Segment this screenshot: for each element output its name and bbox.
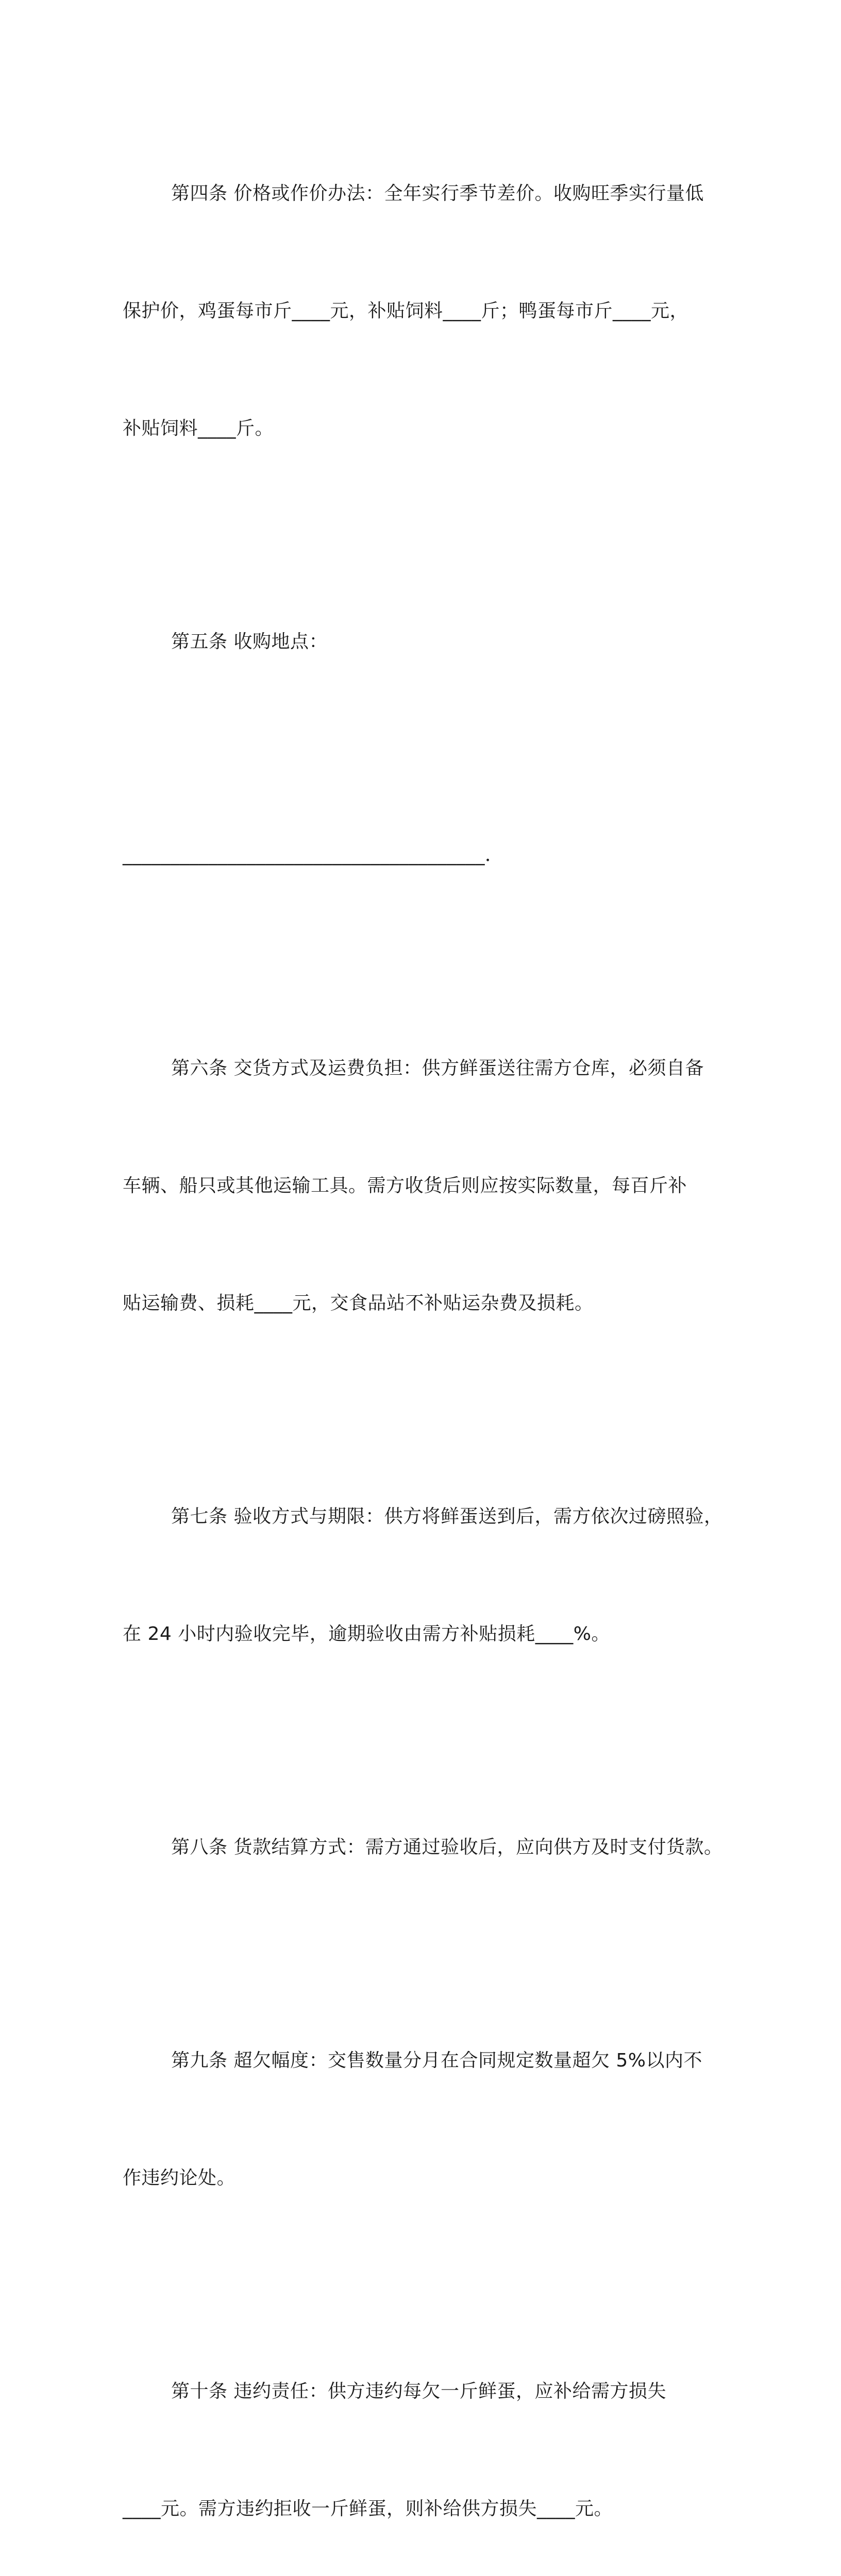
article-10-line-1: 第十条 违约责任：供方违约每欠一斤鲜蛋，应补给需方损失 [171, 2381, 666, 2402]
article-5-line-1: 第五条 收购地点： [171, 631, 328, 652]
article-9-line-1: 第九条 超欠幅度：交售数量分月在合同规定数量超欠 5%以内不 [171, 2050, 702, 2071]
article-5 [123, 544, 736, 740]
article-8 [123, 1750, 736, 1945]
article-4-line-2: 保护价，鸡蛋每市斤____元，补贴饲料____斤；鸭蛋每市斤____元， [123, 300, 689, 321]
article-4-line-1: 第四条 价格或作价办法：全年实行季节差价。收购旺季实行量低 [171, 183, 704, 204]
article-9-line-2: 作违约论处。 [123, 2167, 236, 2189]
article-8-line-1: 第八条 货款结算方式：需方通过验收后，应向供方及时支付货款。 [171, 1837, 723, 1858]
document-body [123, 96, 736, 2576]
article-6-line-3: 贴运输费、损耗____元，交食品站不补贴运杂费及损耗。 [123, 1293, 594, 1314]
article-10 [123, 2294, 736, 2576]
article-4-line-3: 补贴饲料____斤。 [123, 418, 274, 439]
article-7-line-2: 在 24 小时内验收完毕，逾期验收由需方补贴损耗____%。 [123, 1623, 610, 1645]
article-6-line-1: 第六条 交货方式及运费负担：供方鲜蛋送往需方仓库，必须自备 [171, 1058, 704, 1079]
article-6-line-2: 车辆、船只或其他运输工具。需方收货后则应按实际数量，每百斤补 [123, 1175, 687, 1196]
article-7 [123, 1419, 736, 1732]
article-4 [123, 96, 736, 527]
article-10-line-2: ____元。需方违约拒收一斤鲜蛋，则补给供方损失____元。 [123, 2498, 613, 2519]
article-6 [123, 971, 736, 1401]
location-blank-line: ______________________________________． [123, 844, 504, 866]
article-5-location-blank [123, 757, 736, 953]
article-9 [123, 1963, 736, 2276]
article-7-line-1: 第七条 验收方式与期限：供方将鲜蛋送到后，需方依次过磅照验， [171, 1506, 723, 1527]
